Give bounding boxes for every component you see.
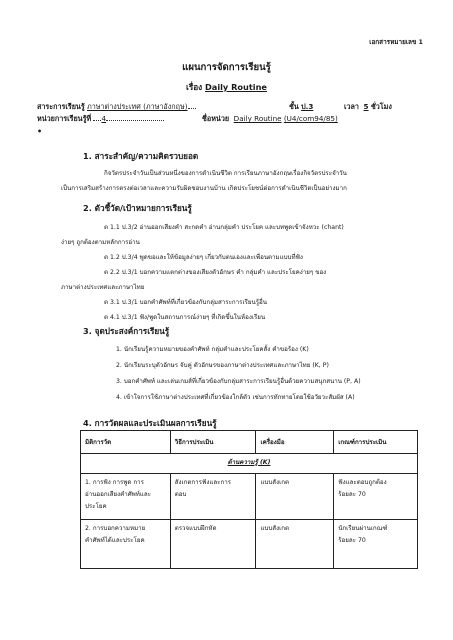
- indicator-item: ต 3.1 ป.3/1 บอกคำศัพท์ที่เกี่ยวข้องกับกลุ่มสาระการเรียนรู้อื่น: [104, 299, 268, 306]
- assessment-table: [80, 430, 418, 569]
- indicator-item: ภาษาต่างประเทศและภาษาไทย: [61, 284, 145, 291]
- lesson-subject: [0, 81, 453, 94]
- unit-label: หน่วยการเรียนรู้ที่: [37, 114, 92, 123]
- learning-area-value: ภาษาต่างประเทศ (ภาษาอังกฤษ): [87, 102, 188, 111]
- grade-value: ป.3: [301, 102, 314, 111]
- objective-item: 1. นักเรียนรู้ความหมายของคำศัพท์ กลุ่มคำและประโยคสั้ง คำขอร้อง (K): [116, 346, 309, 353]
- learning-unit: [37, 114, 164, 125]
- dimension-cell: 2. การบอกความหมาย คำศัพท์ได้และประโยค: [81, 520, 171, 569]
- column-header: เกณฑ์การประเมิน: [334, 431, 418, 454]
- knowledge-section-label: ด้านความรู้ (K): [81, 454, 418, 474]
- table-row: [81, 474, 418, 520]
- time-label: เวลา: [344, 102, 359, 111]
- method-cell: ตรวจแบบฝึกหัด: [170, 520, 256, 569]
- table-section-row: [81, 454, 418, 474]
- unit-code: (U4/com94/85): [283, 114, 338, 123]
- unit-name-value: Daily Routine: [233, 114, 282, 123]
- unit-name-label: ชื่อหน่วย: [202, 114, 230, 123]
- section-3-heading: 3. จุดประสงค์การเรียนรู้: [83, 326, 170, 336]
- time-unit: ชั่วโมง: [370, 102, 392, 111]
- dimension-cell: 1. การฟัง การพูด การ อ่านออกเสียงคำศัพท์และ ประโยค: [81, 474, 171, 520]
- grade-label: ชั้น: [289, 102, 299, 111]
- indicator-item: ง่ายๆ ถูกต้องตามหลักการอ่าน: [61, 239, 140, 246]
- indicator-item: ต 1.2 ป.3/4 พูดขอและให้ข้อมูลง่ายๆ เกี่ยวกับตนเองและเพื่อนตามแบบที่ฟัง: [104, 254, 303, 261]
- table-row: [81, 520, 418, 569]
- section-2-heading: 2. ตัวชี้วัด/เป้าหมายการเรียนรู้: [83, 203, 192, 213]
- section-4-heading: 4. การวัดผลและประเมินผลการเรียนรู้: [83, 418, 217, 428]
- unit-name: [202, 114, 338, 125]
- column-header: เครื่องมือ: [256, 431, 334, 454]
- indicator-item: ต 1.1 ป.3/2 อ่านออกเสียงคำ สะกดคำ อ่านกลุ่มคำ ประโยค และบทพูดเข้าจังหวะ (chant): [104, 224, 344, 231]
- column-header: มิติการวัด: [81, 431, 171, 454]
- subject-name: Daily Routine: [205, 82, 267, 92]
- section-1-line: กิจวัตรประจำวันเป็นส่วนหนึ่งของการดำเนินชีวิต การเรียนภาษาอังกฤษเรื่องกิจวัตรประจำวัน: [104, 170, 347, 177]
- document-number: เอกสารหมายเลข 1: [369, 38, 423, 46]
- objective-item: 2. นักเรียนระบุตัวอักษร จับคู่ ตัวอักษรของภาษาต่างประเทศและภาษาไทย (K, P): [116, 362, 329, 369]
- grade: [289, 102, 313, 113]
- tool-cell: แบบสังเกต: [256, 474, 334, 520]
- objective-item: 3. บอกคำศัพท์ และเล่นเกมส์ที่เกี่ยวข้องกับกลุ่มสาระการเรียนรู้อื่นด้วยความสนุกสนาน (P, A): [116, 378, 361, 385]
- tool-cell: แบบสังเกต: [256, 520, 334, 569]
- unit-number: 4: [101, 114, 107, 123]
- learning-area-label: สาระการเรียนรู้: [37, 102, 85, 111]
- criteria-cell: ฟังและตอบถูกต้อง ร้อยละ 70: [334, 474, 418, 520]
- section-1-heading: 1. สาระสำคัญ/ความคิดรวบยอด: [83, 151, 199, 161]
- indicator-item: ต 2.2 ป.3/1 บอกความแตกต่างของเสียงตัวอักษร คำ กลุ่มคำ และประโยคง่ายๆ ของ: [104, 269, 327, 276]
- indicator-item: ต 4.1 ป.3/1 ฟัง/พูดในสถานการณ์ง่ายๆ ที่เกิดขึ้นในห้องเรียน: [104, 314, 266, 321]
- section-1-line: เป็นการเสริมสร้างการตรงต่อเวลาและความรับผิดชอบงานบ้าน เกิดประโยชน์ต่อการดำเนินชีวิตเป็นอย่างมาก: [61, 185, 347, 192]
- table-header-row: [81, 431, 418, 454]
- method-cell: สังเกตการฟังและการ ตอบ: [170, 474, 256, 520]
- column-header: วิธีการประเมิน: [170, 431, 256, 454]
- criteria-cell: นักเรียนผ่านเกณฑ์ ร้อยละ 70: [334, 520, 418, 569]
- time-value: 5: [363, 102, 369, 111]
- bullet-mark: •: [37, 127, 43, 136]
- objective-item: 4. เข้าใจการใช้ภาษาต่างประเทศที่เกี่ยวข้องใกล้ตัว เช่นการทักทายโดยใช้อวัยวะสัมผัส (A): [116, 394, 355, 401]
- duration: [344, 102, 392, 113]
- subject-prefix: เรื่อง: [186, 82, 203, 92]
- page-title: แผนการจัดการเรียนรู้: [182, 62, 271, 73]
- learning-area: [37, 102, 196, 113]
